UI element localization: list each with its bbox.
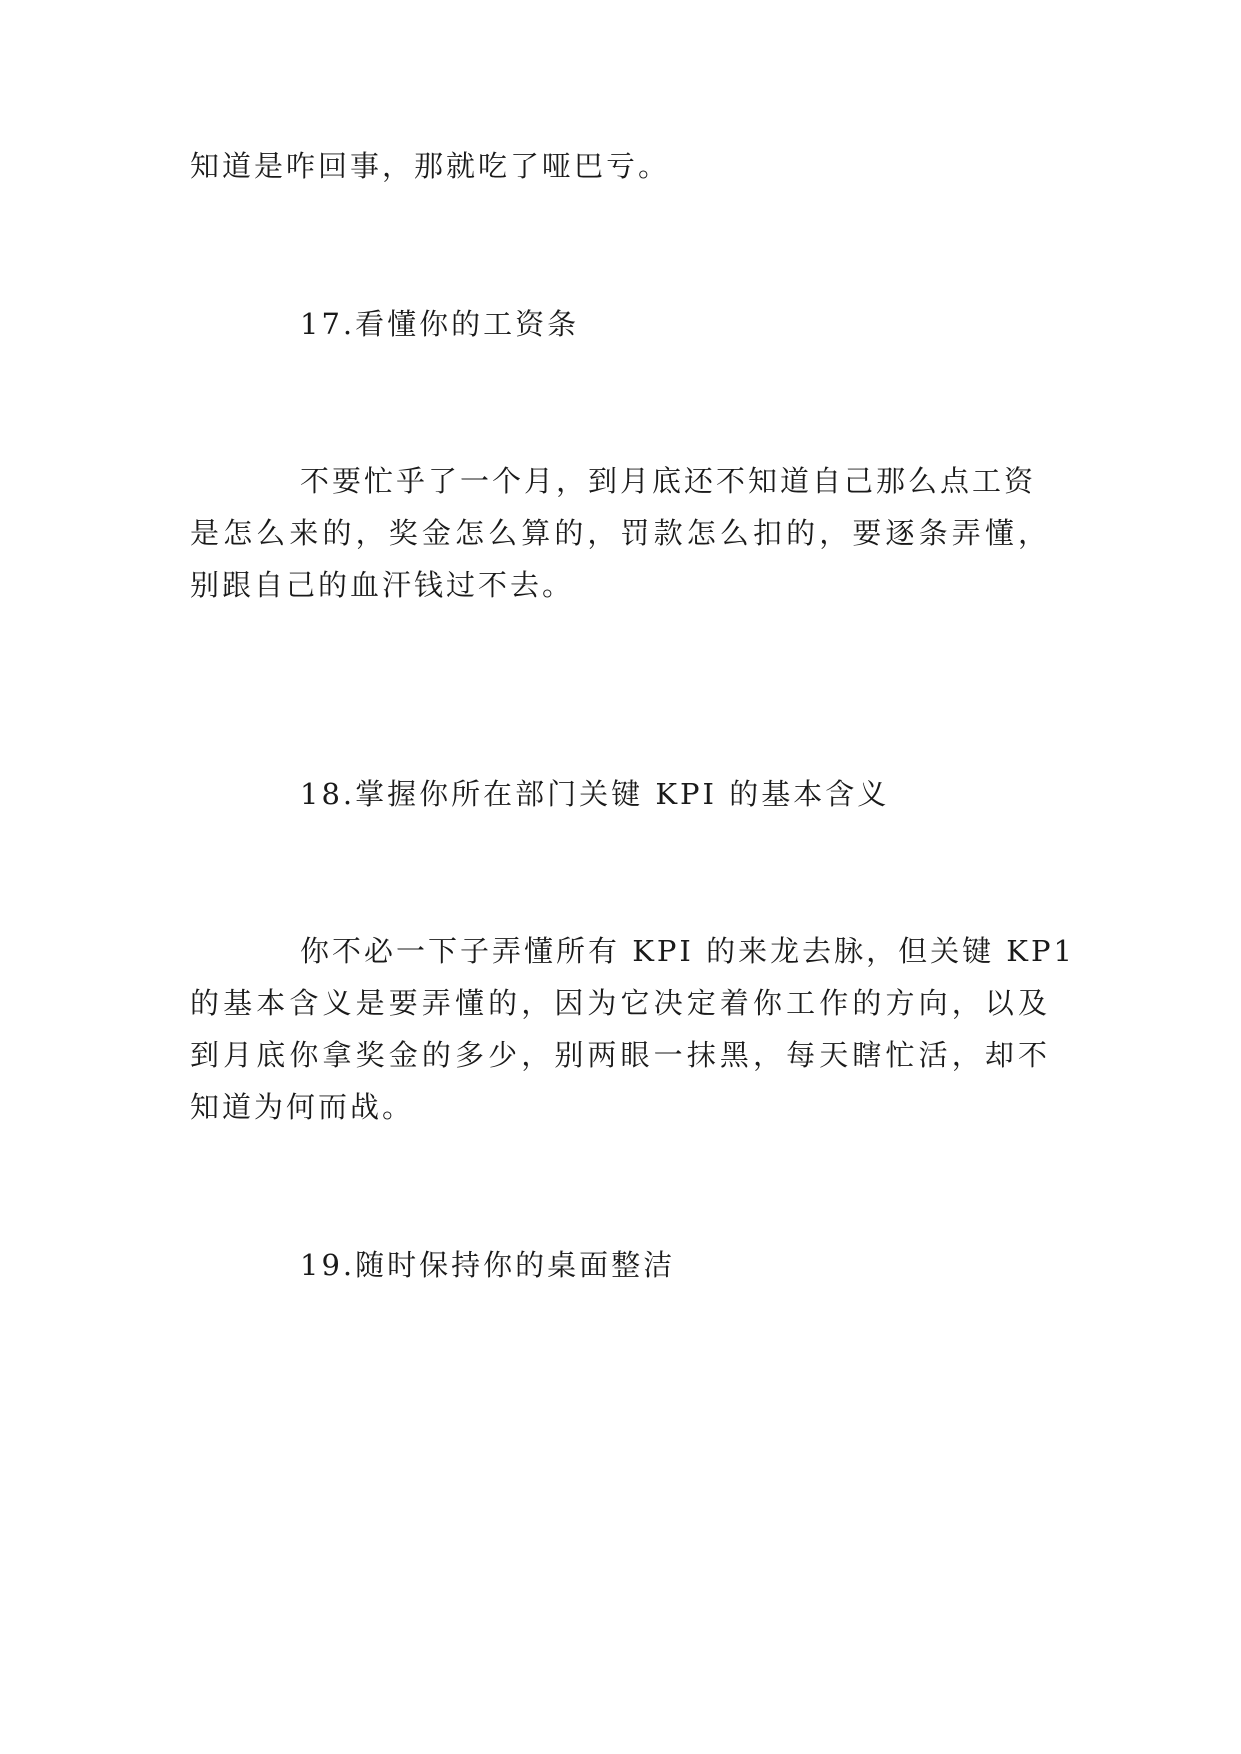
paragraph-line: 你不必一下子弄懂所有 KPI 的来龙去脉，但关键 KP1 — [300, 934, 1075, 968]
section-heading: 18.掌握你所在部门关键 KPI 的基本含义 — [300, 777, 890, 811]
paragraph-line: 知道为何而战。 — [190, 1090, 415, 1124]
paragraph-line: 是怎么来的，奖金怎么算的，罚款怎么扣的，要逐条弄懂， — [190, 516, 1050, 550]
section-heading: 19.随时保持你的桌面整洁 — [300, 1248, 676, 1282]
paragraph-line: 的基本含义是要弄懂的，因为它决定着你工作的方向，以及 — [190, 986, 1050, 1020]
paragraph-line: 不要忙乎了一个月，到月底还不知道自己那么点工资 — [300, 464, 1037, 498]
paragraph-line: 别跟自己的血汗钱过不去。 — [190, 568, 575, 602]
paragraph-line: 知道是咋回事，那就吃了哑巴亏。 — [190, 149, 671, 183]
paragraph-line: 到月底你拿奖金的多少，别两眼一抹黑，每天瞎忙活，却不 — [190, 1038, 1050, 1072]
section-heading: 17.看懂你的工资条 — [300, 307, 580, 341]
